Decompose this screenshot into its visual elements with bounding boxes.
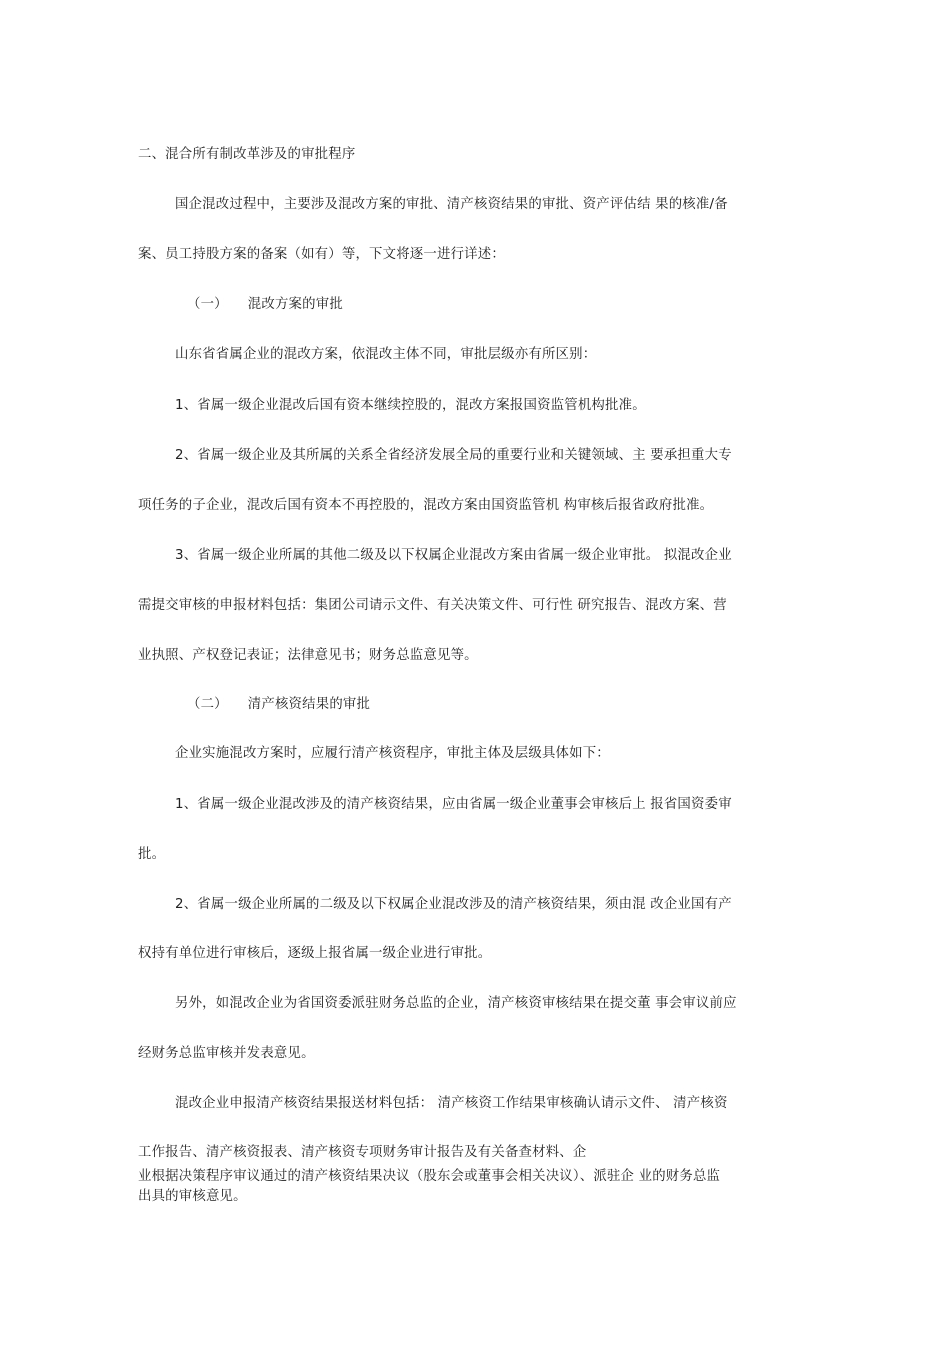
subsection-1-title: 混改方案的审批 [247, 297, 343, 312]
s2-item-1-line-1: 1、省属一级企业混改涉及的清产核资结果，应由省属一级企业董事会审核后上 报省国资委审 [175, 797, 732, 812]
s2-note-line-1: 另外，如混改企业为省国资委派驻财务总监的企业，清产核资审核结果在提交董 事会审议前应 [175, 996, 737, 1011]
s1-item-3-line-3: 业执照、产权登记表证；法律意见书；财务总监意见等。 [138, 648, 478, 663]
s1-item-2-line-2: 项任务的子企业，混改后国有资本不再控股的，混改方案由国资监管机 构审核后报省政府批准。 [138, 498, 714, 513]
s1-lead: 山东省省属企业的混改方案，依混改主体不同，审批层级亦有所区别： [175, 347, 597, 362]
subsection-2-heading [187, 695, 370, 715]
s1-item-2-line-1: 2、省属一级企业及其所属的关系全省经济发展全局的重要行业和关键领域、主 要承担重大专 [175, 448, 732, 463]
s2-materials-line-3: 业根据决策程序审议通过的清产核资结果决议（股东会或董事会相关决议）、派驻企 业的财务总监 [138, 1169, 721, 1184]
s2-materials-line-1: 混改企业申报清产核资结果报送材料包括： 清产核资工作结果审核确认请示文件、 清产核资 [175, 1096, 728, 1111]
subsection-2-number: （二） [187, 697, 228, 712]
s2-materials-line-4: 出具的审核意见。 [138, 1189, 247, 1204]
section-heading: 二、混合所有制改革涉及的审批程序 [138, 147, 356, 162]
intro-line-1: 国企混改过程中，主要涉及混改方案的审批、清产核资结果的审批、资产评估结 果的核准/备 [175, 197, 728, 212]
s2-item-2-line-1: 2、省属一级企业所属的二级及以下权属企业混改涉及的清产核资结果，须由混 改企业国有产 [175, 897, 732, 912]
subsection-1-heading [187, 295, 343, 315]
s2-item-1-line-2: 批。 [138, 847, 166, 862]
subsection-2-title: 清产核资结果的审批 [247, 697, 371, 712]
s1-item-1: 1、省属一级企业混改后国有资本继续控股的，混改方案报国资监管机构批准。 [175, 398, 646, 413]
s2-materials-line-2: 工作报告、清产核资报表、清产核资专项财务审计报告及有关备查材料、企 [138, 1145, 587, 1160]
intro-line-2: 案、员工持股方案的备案（如有）等，下文将逐一进行详述： [138, 247, 505, 262]
subsection-1-number: （一） [187, 297, 228, 312]
s2-note-line-2: 经财务总监审核并发表意见。 [138, 1046, 315, 1061]
s2-lead: 企业实施混改方案时，应履行清产核资程序，审批主体及层级具体如下： [175, 746, 610, 761]
s2-item-2-line-2: 权持有单位进行审核后，逐级上报省属一级企业进行审批。 [138, 946, 492, 961]
s1-item-3-line-2: 需提交审核的申报材料包括：集团公司请示文件、有关决策文件、可行性 研究报告、混改方案、营 [138, 598, 727, 613]
s1-item-3-line-1: 3、省属一级企业所属的其他二级及以下权属企业混改方案由省属一级企业审批。 拟混改企业 [175, 548, 732, 563]
